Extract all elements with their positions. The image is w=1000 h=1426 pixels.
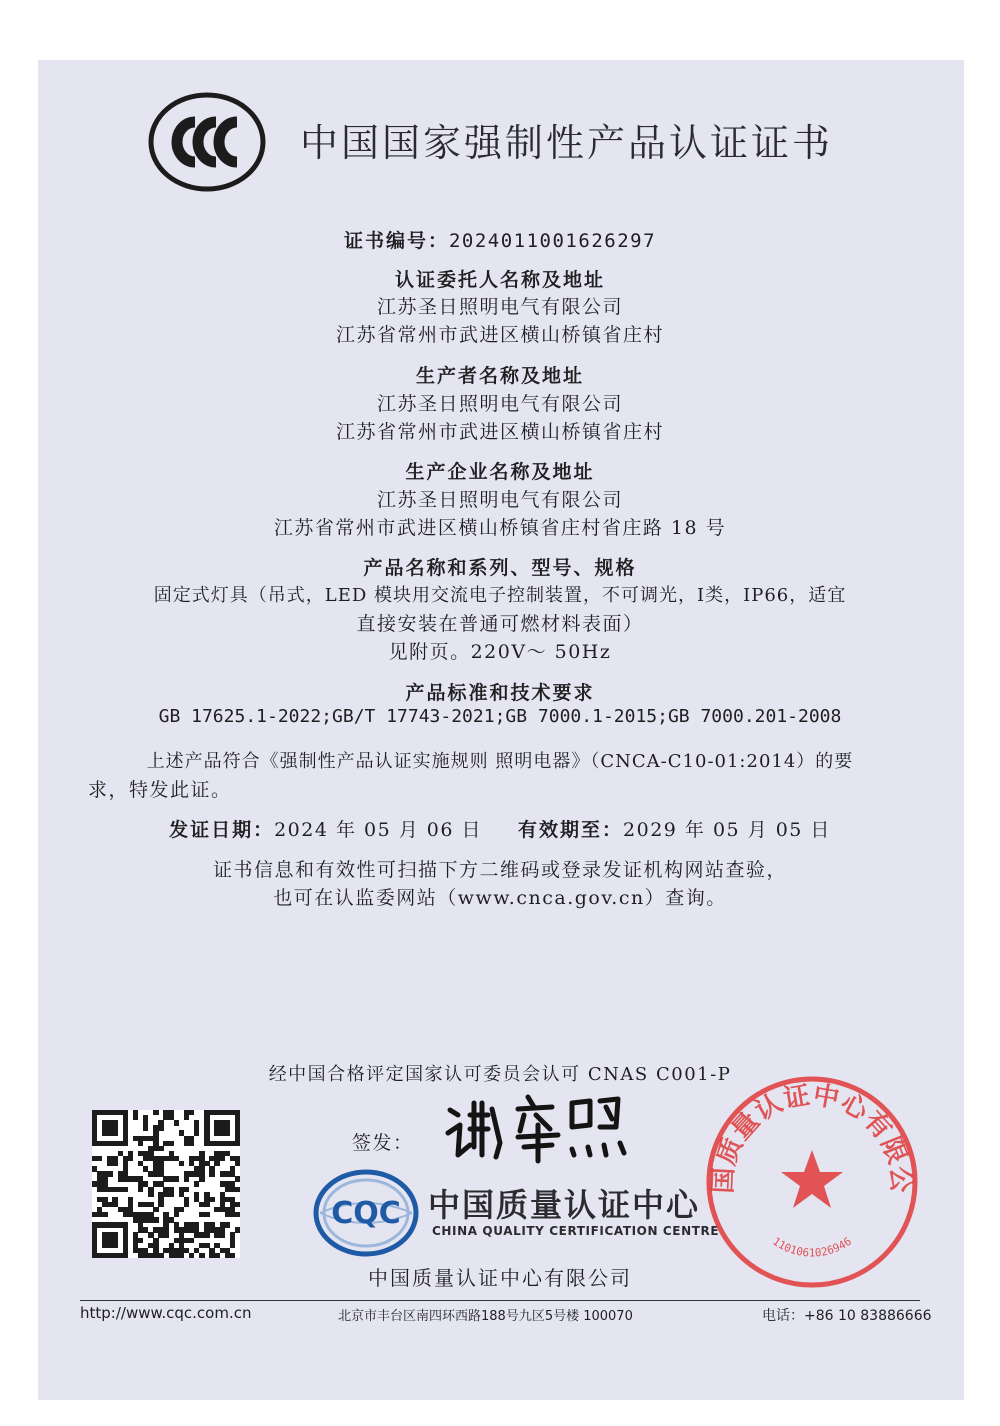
qr-module [220, 1156, 225, 1161]
applicant-name: 江苏圣日照明电气有限公司 [376, 296, 623, 318]
qr-module [194, 1181, 199, 1186]
seal-code: 1101061026946 [770, 1234, 854, 1260]
qr-module [123, 1253, 128, 1258]
svg-text:1101061026946 [770, 1235, 854, 1260]
product-line-3: 见附页。220V～ 50Hz [388, 641, 612, 663]
expiry-date: 2029 年 05 月 05 日 [623, 819, 831, 841]
seal-text: 国质量认证中心有限公 [708, 1080, 916, 1195]
certificate-number: 2024011001626297 [448, 230, 657, 252]
qr-module [184, 1187, 189, 1192]
qr-module [179, 1253, 184, 1258]
certificate-number-label: 证书编号： [343, 230, 449, 252]
standards-heading: 产品标准和技术要求 [405, 682, 595, 704]
conformity-line-1: 上述产品符合《强制性产品认证实施规则 照明电器》（CNCA-C10-01:2014）的要 [146, 751, 854, 772]
standards-text: GB 17625.1-2022;GB/T 17743-2021;GB 7000.1-2015;GB 7000.201-2008 [158, 706, 842, 727]
qr-module [174, 1120, 179, 1125]
signature-label: 签发： [352, 1132, 414, 1154]
issuer-name-cn: 中国质量认证中心 [428, 1186, 701, 1224]
footer-divider [80, 1300, 920, 1301]
qr-module [169, 1141, 174, 1146]
signature-image [440, 1085, 650, 1165]
issue-date: 2024 年 05 月 06 日 [274, 819, 482, 841]
qr-module [235, 1161, 240, 1166]
cqc-logo-text: CQC [331, 1196, 401, 1231]
qr-module [158, 1202, 163, 1207]
qr-module [133, 1115, 138, 1120]
qr-module [189, 1238, 194, 1243]
qr-module [138, 1187, 143, 1192]
qr-module [123, 1187, 128, 1192]
qr-module [204, 1232, 209, 1237]
factory-name: 江苏圣日照明电气有限公司 [376, 489, 623, 511]
qr-code[interactable] [92, 1110, 240, 1258]
applicant-address: 江苏省常州市武进区横山桥镇省庄村 [335, 324, 664, 346]
qr-module [199, 1176, 204, 1181]
qr-module [230, 1253, 235, 1258]
qr-module [220, 1232, 225, 1237]
qr-module [107, 1171, 112, 1176]
qr-module [184, 1202, 189, 1207]
verify-line-2: 也可在认监委网站（www.cnca.gov.cn）查询。 [273, 887, 727, 909]
qr-module [112, 1130, 117, 1135]
qr-module [194, 1130, 199, 1135]
dates-row [0, 815, 1000, 842]
qr-module [184, 1176, 189, 1181]
conformity-line-2: 求，特发此证。 [88, 779, 232, 801]
qr-module [158, 1253, 163, 1258]
footer-phone: 电话：+86 10 83886666 [762, 1308, 932, 1324]
qr-module [189, 1141, 194, 1146]
footer-website[interactable]: http://www.cqc.com.cn [80, 1304, 252, 1322]
qr-module [174, 1176, 179, 1181]
qr-module [163, 1232, 168, 1237]
issuer-company: 中国质量认证中心有限公司 [368, 1266, 632, 1290]
qr-module [112, 1161, 117, 1166]
qr-module [123, 1141, 128, 1146]
issuer-name-en: CHINA QUALITY CERTIFICATION CENTRE [432, 1224, 720, 1238]
qr-module [153, 1207, 158, 1212]
certificate-number-row [0, 226, 1000, 253]
product-heading: 产品名称和系列、型号、规格 [363, 557, 637, 579]
qr-module [235, 1212, 240, 1217]
factory-heading: 生产企业名称及地址 [405, 461, 595, 483]
qr-module [189, 1110, 194, 1115]
qr-module [158, 1146, 163, 1151]
qr-module [235, 1202, 240, 1207]
manufacturer-heading: 生产者名称及地址 [415, 365, 584, 387]
qr-module [143, 1125, 148, 1130]
product-line-2: 直接安装在普通可燃材料表面） [356, 613, 644, 635]
manufacturer-address: 江苏省常州市武进区横山桥镇省庄村 [335, 421, 664, 443]
cqc-logo [312, 1168, 420, 1258]
issue-date-label: 发证日期： [169, 819, 275, 841]
qr-module [184, 1115, 189, 1120]
expiry-date-label: 有效期至： [518, 819, 624, 841]
accreditation-text: 经中国合格评定国家认可委员会认可 CNAS C001-P [268, 1064, 732, 1085]
applicant-heading: 认证委托人名称及地址 [394, 269, 605, 291]
factory-address: 江苏省常州市武进区横山桥镇省庄村省庄路 18 号 [273, 517, 727, 539]
qr-module [214, 1253, 219, 1258]
qr-module [189, 1253, 194, 1258]
verify-line-1: 证书信息和有效性可扫描下方二维码或登录发证机构网站查验， [212, 859, 787, 881]
qr-module [235, 1227, 240, 1232]
qr-module [138, 1141, 143, 1146]
certificate-title: 中国国家强制性产品认证证书 [300, 121, 834, 165]
qr-module [138, 1238, 143, 1243]
qr-module [225, 1222, 230, 1227]
ccc-logo [148, 92, 266, 192]
qr-module [235, 1141, 240, 1146]
qr-module [148, 1192, 153, 1197]
qr-module [204, 1202, 209, 1207]
qr-module [235, 1187, 240, 1192]
qr-module [112, 1243, 117, 1248]
qr-module [128, 1156, 133, 1161]
qr-module [230, 1243, 235, 1248]
qr-module [179, 1207, 184, 1212]
qr-module [153, 1217, 158, 1222]
qr-module [235, 1176, 240, 1181]
qr-module [169, 1192, 174, 1197]
qr-module [179, 1161, 184, 1166]
red-seal [702, 1072, 922, 1292]
qr-module [204, 1212, 209, 1217]
product-line-1: 固定式灯具（吊式，LED 模块用交流电子控制装置，不可调光，Ⅰ类，IP66，适宜 [153, 585, 847, 606]
qr-module [225, 1130, 230, 1135]
qr-module [214, 1161, 219, 1166]
qr-module [153, 1110, 158, 1115]
qr-module [199, 1253, 204, 1258]
qr-module [174, 1212, 179, 1217]
qr-module [97, 1156, 102, 1161]
footer-address: 北京市丰台区南四环西路188号九区5号楼 100070 [338, 1309, 633, 1324]
manufacturer-name: 江苏圣日照明电气有限公司 [376, 393, 623, 415]
qr-module [209, 1171, 214, 1176]
qr-module [209, 1197, 214, 1202]
qr-module [158, 1125, 163, 1130]
qr-module [102, 1212, 107, 1217]
